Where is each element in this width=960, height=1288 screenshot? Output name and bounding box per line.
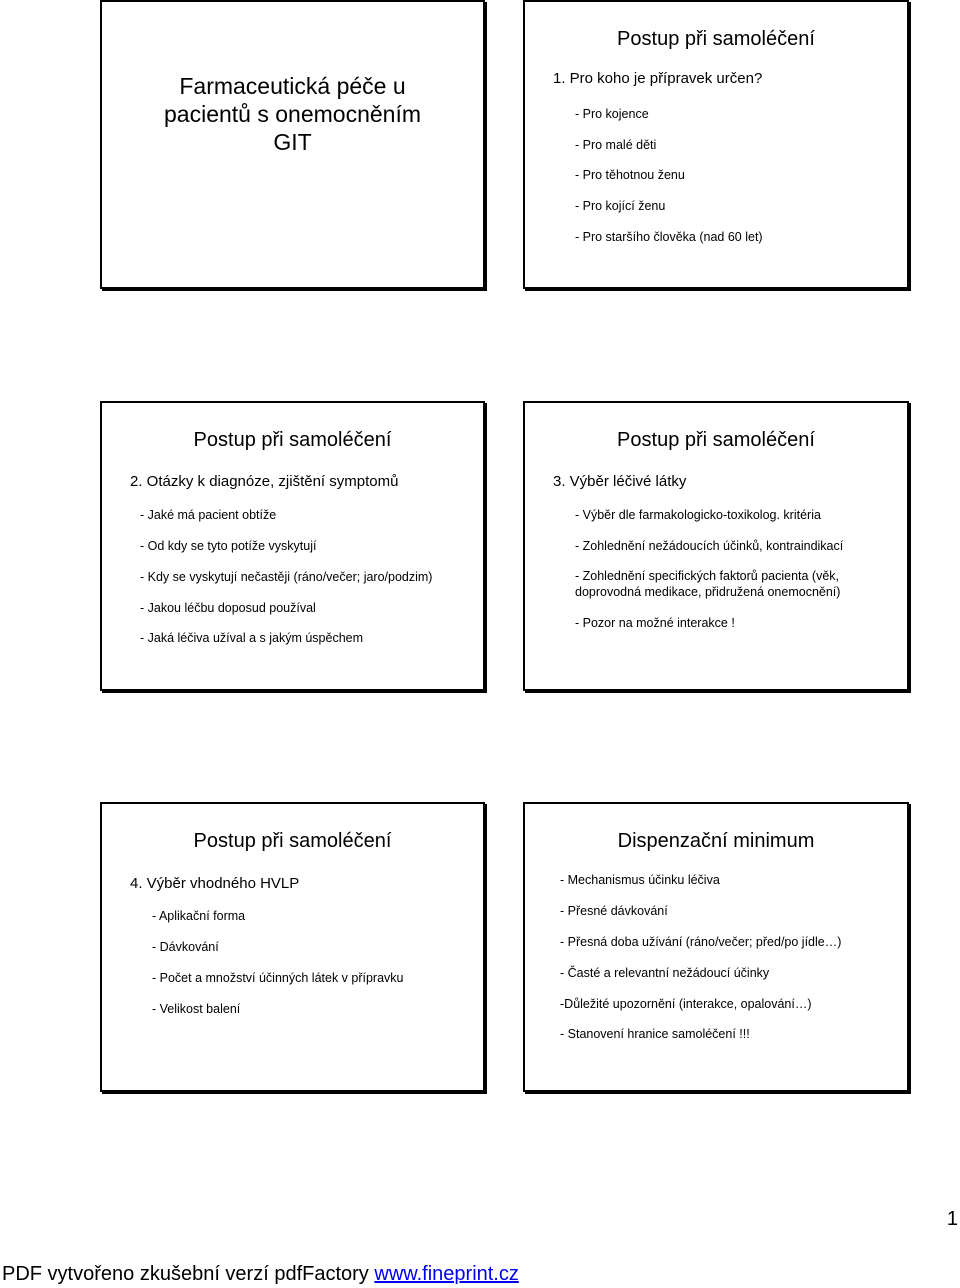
list-item: - Pro staršího člověka (nad 60 let) — [575, 230, 763, 244]
list-item: - Velikost balení — [152, 1002, 241, 1016]
list-item: -Důležité upozornění (interakce, opalování…) — [560, 997, 812, 1011]
pdf-footer — [2, 1263, 519, 1286]
slide-vyber-latky — [523, 401, 909, 691]
list-item: - Pro kojící ženu — [575, 199, 666, 213]
list-item: - Mechanismus účinku léčiva — [560, 873, 720, 887]
slide-heading: 1. Pro koho je přípravek určen? — [553, 70, 763, 87]
page-number: 1 — [946, 1208, 958, 1230]
slide-otazky — [100, 401, 485, 691]
slide-title-text: Dispenzační minimum — [617, 830, 815, 852]
list-item: - Pro malé děti — [575, 138, 657, 152]
list-item: - Časté a relevantní nežádoucí účinky — [560, 966, 770, 980]
footer-text: PDF vytvořeno zkušební verzí pdfFactory — [2, 1263, 375, 1285]
title-line: pacientů s onemocněním — [164, 101, 421, 127]
list-item: - Jaké má pacient obtíže — [140, 508, 277, 522]
list-item: - Jaká léčiva užíval a s jakým úspěchem — [140, 631, 364, 645]
list-item: - Dávkování — [152, 940, 219, 954]
slide-vyber-hvlp — [100, 802, 485, 1092]
slide-heading: 2. Otázky k diagnóze, zjištění symptomů — [130, 473, 399, 490]
slide-title-text: Postup při samoléčení — [193, 429, 392, 451]
slide-title-text: Postup při samoléčení — [617, 28, 815, 50]
list-item: - Aplikační forma — [152, 909, 246, 923]
list-item: - Pozor na možné interakce ! — [575, 616, 735, 630]
list-item: - Zohlednění nežádoucích účinků, kontraindikací — [575, 539, 844, 553]
title-line: Farmaceutická péče u — [179, 73, 406, 99]
slide-title-text: Postup při samoléčení — [617, 429, 815, 451]
list-item: - Pro kojence — [575, 107, 649, 121]
slide-dispenzacni-minimum — [523, 802, 909, 1092]
slide-title-text: Postup při samoléčení — [193, 830, 392, 852]
list-item: - Výběr dle farmakologicko-toxikolog. kritéria — [575, 508, 821, 522]
list-item: - Od kdy se tyto potíže vyskytují — [140, 539, 317, 553]
list-item: - Stanovení hranice samoléčení !!! — [560, 1027, 750, 1041]
presentation-title — [102, 72, 483, 156]
list-item: - Zohlednění specifických faktorů pacienta (věk, doprovodná medikace, přidružená onemocnění) — [575, 569, 841, 599]
list-item: - Jakou léčbu doposud používal — [140, 601, 316, 615]
footer-link[interactable]: www.fineprint.cz — [374, 1263, 519, 1285]
slide-pro-koho — [523, 0, 909, 289]
slide-title — [100, 0, 485, 289]
list-item: - Přesná doba užívání (ráno/večer; před/po jídle…) — [560, 935, 842, 949]
slide-heading: 4. Výběr vhodného HVLP — [130, 875, 300, 892]
list-item: - Přesné dávkování — [560, 904, 668, 918]
list-item: - Kdy se vyskytují nečastěji (ráno/večer; jaro/podzim) — [140, 570, 433, 584]
list-item: - Pro těhotnou ženu — [575, 168, 685, 182]
title-line: GIT — [273, 129, 312, 155]
list-item: - Počet a množství účinných látek v přípravku — [152, 971, 404, 985]
slide-heading: 3. Výběr léčivé látky — [553, 473, 687, 490]
